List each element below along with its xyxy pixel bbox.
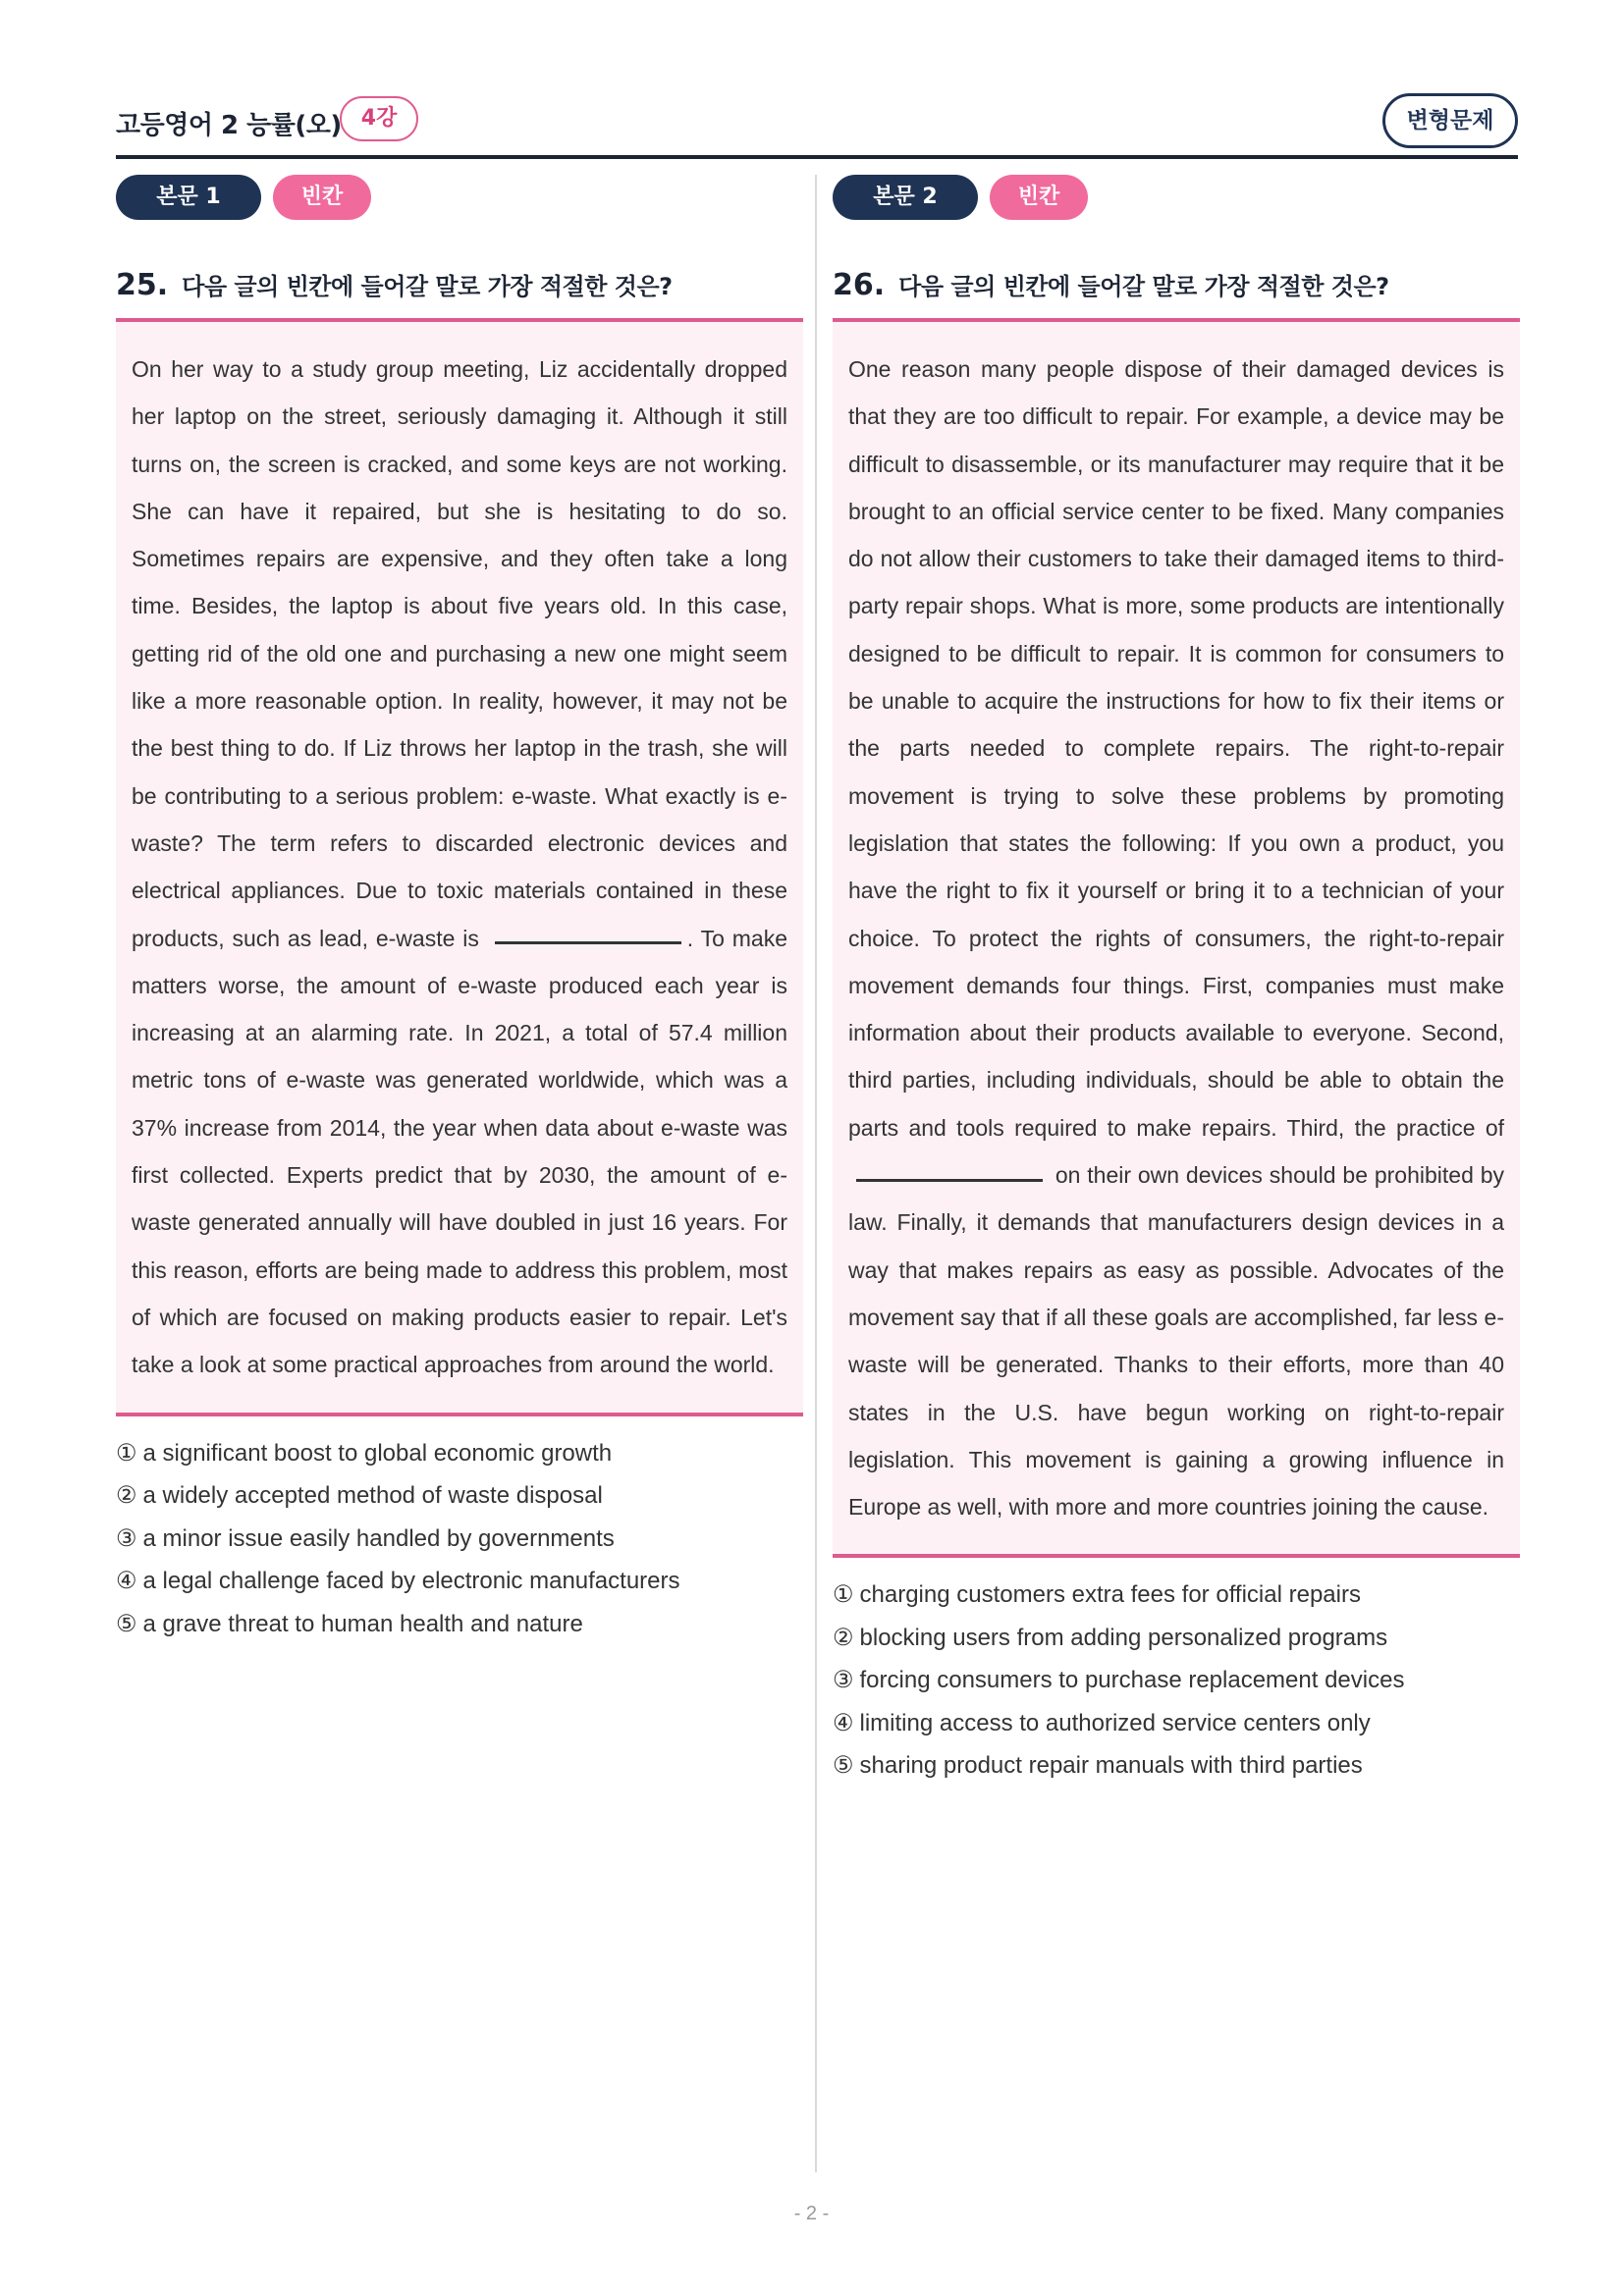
choice-2[interactable] <box>833 1617 1520 1660</box>
passage-text <box>132 346 787 1389</box>
problem-type-badge: 변형문제 <box>1382 93 1518 148</box>
choice-5[interactable] <box>116 1603 803 1646</box>
choice-number: ④ <box>833 1709 854 1736</box>
choice-number: ① <box>833 1581 854 1609</box>
choice-text: blocking users from adding personalized programs <box>859 1624 1388 1651</box>
choice-number: ① <box>116 1439 137 1467</box>
choice-number: ③ <box>833 1667 854 1694</box>
passage-text <box>848 346 1504 1530</box>
passage-tag: 본문 2 <box>833 175 978 220</box>
choice-4[interactable] <box>833 1702 1520 1745</box>
choice-4[interactable] <box>116 1560 803 1603</box>
passage-box <box>833 318 1520 1558</box>
passage-tag: 본문 1 <box>116 175 261 220</box>
answer-choices <box>116 1432 803 1646</box>
passage-after-blank: on their own devices should be prohibited by law. Finally, it demands that manufacturers design devices in a way that makes repairs as easy as possible. Advocates of the movement say that if all these goals are accomplished, far less e-waste will be generated. Thanks to their efforts, more than 40 states in the U.S. have begun working on right-to-repair legislation. This movement is gaining a growing influence in Europe as well, with more and more countries joining the cause. <box>848 1162 1505 1521</box>
question-prompt: 다음 글의 빈칸에 들어갈 말로 가장 적절한 것은? <box>898 273 1389 300</box>
passage-before-blank: On her way to a study group meeting, Liz accidentally dropped her laptop on the street, seriously damaging it. Although it still turns on, the screen is cracked, and some keys are not working. She can have it repaired, but she is hesitating to do so. Sometimes repairs are expensive, and they often take a long time. Besides, the laptop is about five years old. In this case, getting rid of the old one and purchasing a new one might seem like a more reasonable option. In reality, however, it may not be the best thing to do. If Liz throws her laptop in the trash, she will be contributing to a serious problem: e-waste. What exactly is e-waste? The term refers to discarded electronic devices and electrical appliances. Due to toxic materials contained in these products, such as lead, e-waste is <box>132 356 787 951</box>
tag-row <box>116 175 803 224</box>
choice-3[interactable] <box>116 1518 803 1561</box>
choice-number: ⑤ <box>833 1752 854 1780</box>
page-header <box>116 93 1518 162</box>
question-number: 26. <box>833 268 886 302</box>
choice-text: sharing product repair manuals with third parties <box>859 1752 1363 1780</box>
passage-box <box>116 318 803 1416</box>
choice-3[interactable] <box>833 1659 1520 1702</box>
choice-text: limiting access to authorized service centers only <box>859 1709 1371 1736</box>
choice-2[interactable] <box>116 1474 803 1518</box>
choice-text: a significant boost to global economic growth <box>142 1439 613 1467</box>
choice-text: a grave threat to human health and nature <box>142 1610 583 1637</box>
choice-number: ② <box>116 1482 137 1510</box>
column-divider <box>815 175 817 2172</box>
workbook-title: 고등영어 2 능률(오) <box>116 111 342 140</box>
passage-after-blank: . To make matters worse, the amount of e-waste produced each year is increasing at an alarming rate. In 2021, a total of 57.4 million metric tons of e-waste was generated worldwide, which was a 37% increase from 2014, the year when data about e-waste was first collected. Experts predict that by 2030, the amount of e-waste generated annually will have doubled in just 16 years. For this reason, efforts are being made to address this problem, most of which are focused on making products easier to repair. Let's take a look at some practical approaches from around the world. <box>132 925 788 1378</box>
question-type-tag: 빈칸 <box>990 175 1088 220</box>
choice-number: ② <box>833 1624 854 1651</box>
answer-choices <box>833 1574 1520 1788</box>
question-heading <box>116 267 803 306</box>
question-25-column <box>116 175 803 1645</box>
page-number: - 2 - <box>793 2203 830 2224</box>
choice-number: ④ <box>116 1568 137 1595</box>
question-type-tag: 빈칸 <box>273 175 371 220</box>
choice-1[interactable] <box>116 1432 803 1475</box>
passage-before-blank: One reason many people dispose of their damaged devices is that they are too difficult to repair. For example, a device may be difficult to disassemble, or its manufacturer may require that it be brought to an official service center to be fixed. Many companies do not allow their customers to take their damaged items to third-party repair shops. What is more, some products are intentionally designed to be difficult to repair. It is common for consumers to be unable to acquire the instructions for how to fix their items or the parts needed to complete repairs. The right-to-repair movement is trying to solve these problems by promoting legislation that states the following: If you own a product, you have the right to fix it yourself or bring it to a technician of your choice. To protect the rights of consumers, the right-to-repair movement demands four things. First, companies must make information about their products available to everyone. Second, third parties, including individuals, should be able to obtain the parts and tools required to make repairs. Third, the practice of <box>848 356 1504 1141</box>
choice-number: ⑤ <box>116 1610 137 1637</box>
answer-blank <box>495 934 681 944</box>
lecture-badge: 4강 <box>340 96 418 141</box>
choice-1[interactable] <box>833 1574 1520 1617</box>
choice-text: a minor issue easily handled by governments <box>142 1524 615 1552</box>
header-rule <box>116 155 1518 159</box>
choice-text: a widely accepted method of waste disposal <box>142 1482 603 1510</box>
choice-number: ③ <box>116 1524 137 1552</box>
tag-row <box>833 175 1520 224</box>
question-heading <box>833 267 1520 306</box>
choice-text: a legal challenge faced by electronic manufacturers <box>142 1568 680 1595</box>
choice-text: forcing consumers to purchase replacement devices <box>859 1667 1405 1694</box>
choice-text: charging customers extra fees for official repairs <box>859 1581 1361 1609</box>
question-number: 25. <box>116 268 169 302</box>
choice-5[interactable] <box>833 1744 1520 1788</box>
answer-blank <box>856 1172 1043 1182</box>
question-26-column <box>833 175 1520 1788</box>
question-prompt: 다음 글의 빈칸에 들어갈 말로 가장 적절한 것은? <box>182 273 673 300</box>
